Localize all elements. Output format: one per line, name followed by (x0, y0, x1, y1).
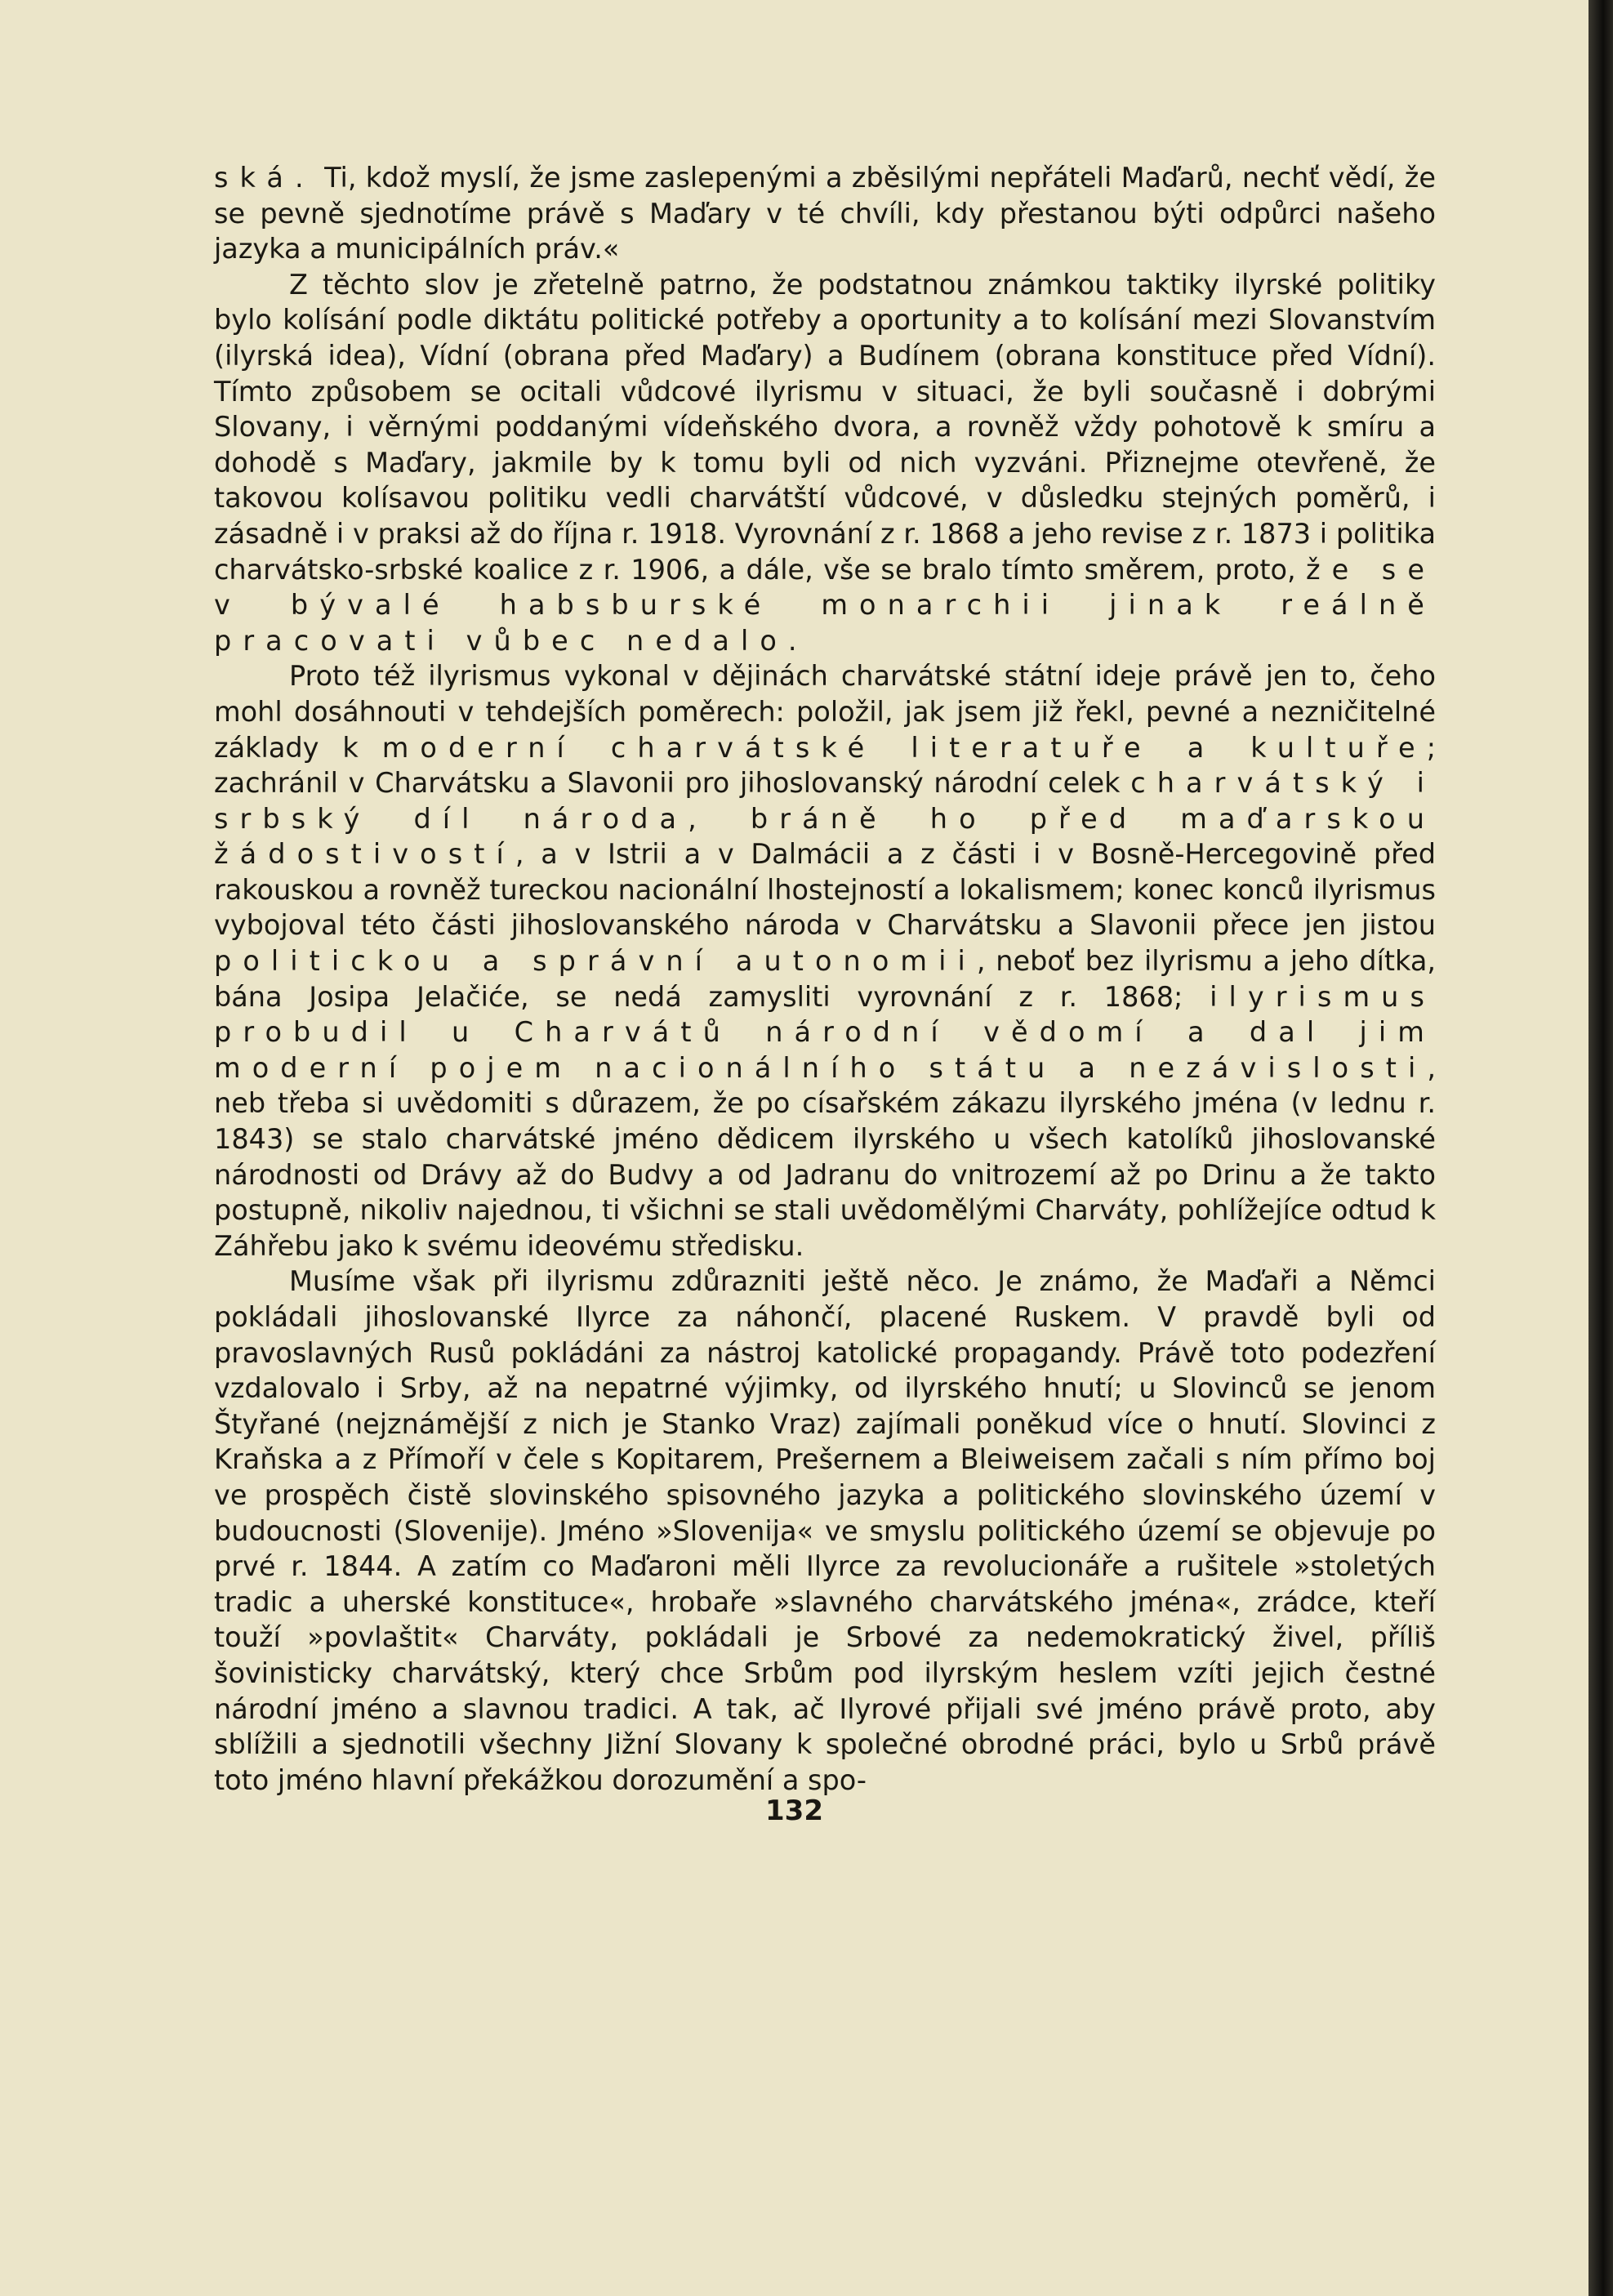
body-text (214, 160, 1436, 1798)
text-run: Ti, kdož myslí, že jsme zaslepenými a zběsilými nepřáteli Maďarů, nechť vědí, že se pevně sjednotíme právě s Maďary v té chvíli, kdy přestanou býti odpůrci našeho jazyka a municipálních práv.« (214, 162, 1436, 265)
text-run: , a v Istrii a v Dalmácii a z části i v Bosně-Hercegovině před rakouskou a rovněž tureckou nacionální lhostejností a lokalismem; konec konců ilyrismus vybojoval této části jihoslovanského národa v Charvátsku a Slavonii přece jen jistou (214, 838, 1436, 942)
spaced-word: ská. (214, 162, 315, 194)
emphasis-spaced: ilyrismus probudil u Charvátů národní vědomí a dal jim moderní pojem nacionálního státu a nezávislosti (214, 980, 1436, 1084)
emphasis-spaced: že se v bývalé habsburské monarchii jinak reálně pracovati vůbec nedalo (214, 553, 1436, 657)
emphasis-spaced: moderní charvátské literatuře a kultuře (381, 731, 1427, 764)
page-number: 132 (765, 1794, 823, 1827)
paragraph-2 (214, 267, 1436, 659)
page-edge-shadow (1588, 0, 1613, 2296)
paragraph-4 (214, 1264, 1436, 1798)
text-run: Musíme však při ilyrismu zdůrazniti ještě něco. Je známo, že Maďaři a Němci pokládali jihoslovanské Ilyrce za náhončí, placené Ruskem. V pravdě byli od pravoslavných Rusů pokládáni za nástroj katolické propagandy. Právě toto podezření vzdalovalo i Srby, až na nepatrné výjimky, od ilyrského hnutí; u Slovinců se jenom Štyřané (nejznámější z nich je Stanko Vraz) zajímali poněkud více o hnutí. Slovinci z Kraňska a z Přímoří v čele s Kopitarem, Prešernem a Bleiweisem začali s ním přímo boj ve prospěch čistě slovinského spisovného jazyka a politického slovinského území v budoucnosti (Slovenije). Jméno »Slovenija« ve smyslu politického území se objevuje po prvé r. 1844. A zatím co Maďaroni měli Ilyrce za revolucionáře a rušitele »stoletých tradic a uherské konstituce«, hrobaře »slavného charvátského jména«, zrádce, kteří touží »povlaštit« Charváty, pokládali je Srbové za nedemokratický živel, příliš šovinisticky charvátský, který chce Srbům pod ilyrským heslem vzíti jejich čestné národní jméno a slavnou tradici. A tak, ač Ilyrové přijali své jméno právě proto, aby sblížili a sjednotili všechny Jižní Slovany k společné obrodné práci, bylo u Srbů právě toto jméno hlavní překážkou dorozumění a spo- (214, 1265, 1436, 1796)
text-run: Z těchto slov je zřetelně patrno, že podstatnou známkou taktiky ilyrské politiky bylo kolísání podle diktátu politické potřeby a oportunity a to kolísání mezi Slovanstvím (ilyrská idea), Vídní (obrana před Maďary) a Budínem (obrana konstituce před Vídní). Tímto způsobem se ocitali vůdcové ilyrismu v situaci, že byli současně i dobrými Slovany, i věrnými poddanými vídeňského dvora, a rovněž vždy pohotově k smíru a dohodě s Maďary, jakmile by k tomu byli od nich vyzváni. Přiznejme otevřeně, že takovou kolísavou politiku vedli charvátští vůdcové, v důsledku stejných poměrů, i zásadně i v praksi až do října r. 1918. Vyrovnání z r. 1868 a jeho revise z r. 1873 i politika charvátsko-srbské koalice z r. 1906, a dále, vše se bralo tímto směrem, proto, (214, 268, 1436, 586)
text-run: ; zachránil v Charvátsku a Slavonii pro jihoslovanský národní celek (214, 731, 1437, 800)
text-run: . (787, 624, 797, 657)
text-run: , neboť bez ilyrismu a jeho dítka, bána Josipa Jelačiće, se nedá zamysliti vyrovnání z r. 1868; (214, 945, 1437, 1013)
text-run: Proto též ilyrismus vykonal v dějinách charvátské státní ideje právě jen to, čeho mohl dosáhnouti v tehdejších poměrech: položil, jak jsem již řekl, pevné a nezničitelné základy k (214, 660, 1436, 764)
paragraph-3 (214, 658, 1436, 1264)
emphasis-spaced: politickou a správní autonomii (214, 945, 977, 978)
text-run: , neb třeba si uvědomiti s důrazem, že po císařském zákazu ilyrského jména (v lednu r. 1843) se stalo charvátské jméno dědicem ilyrského u všech katolíků jihoslovanské národnosti od Drávy až do Budvy a od Jadranu do vnitrozemí až po Drinu a že takto postupně, nikoliv najednou, ti všichni se stali uvědomělými Charváty, pohlížejíce odtud k Záhřebu jako k svému ideovému středisku. (214, 1051, 1436, 1262)
emphasis-spaced: charvátský i srbský díl národa, bráně ho před maďarskou žádostivostí (214, 767, 1436, 871)
paragraph-1 (214, 160, 1436, 267)
